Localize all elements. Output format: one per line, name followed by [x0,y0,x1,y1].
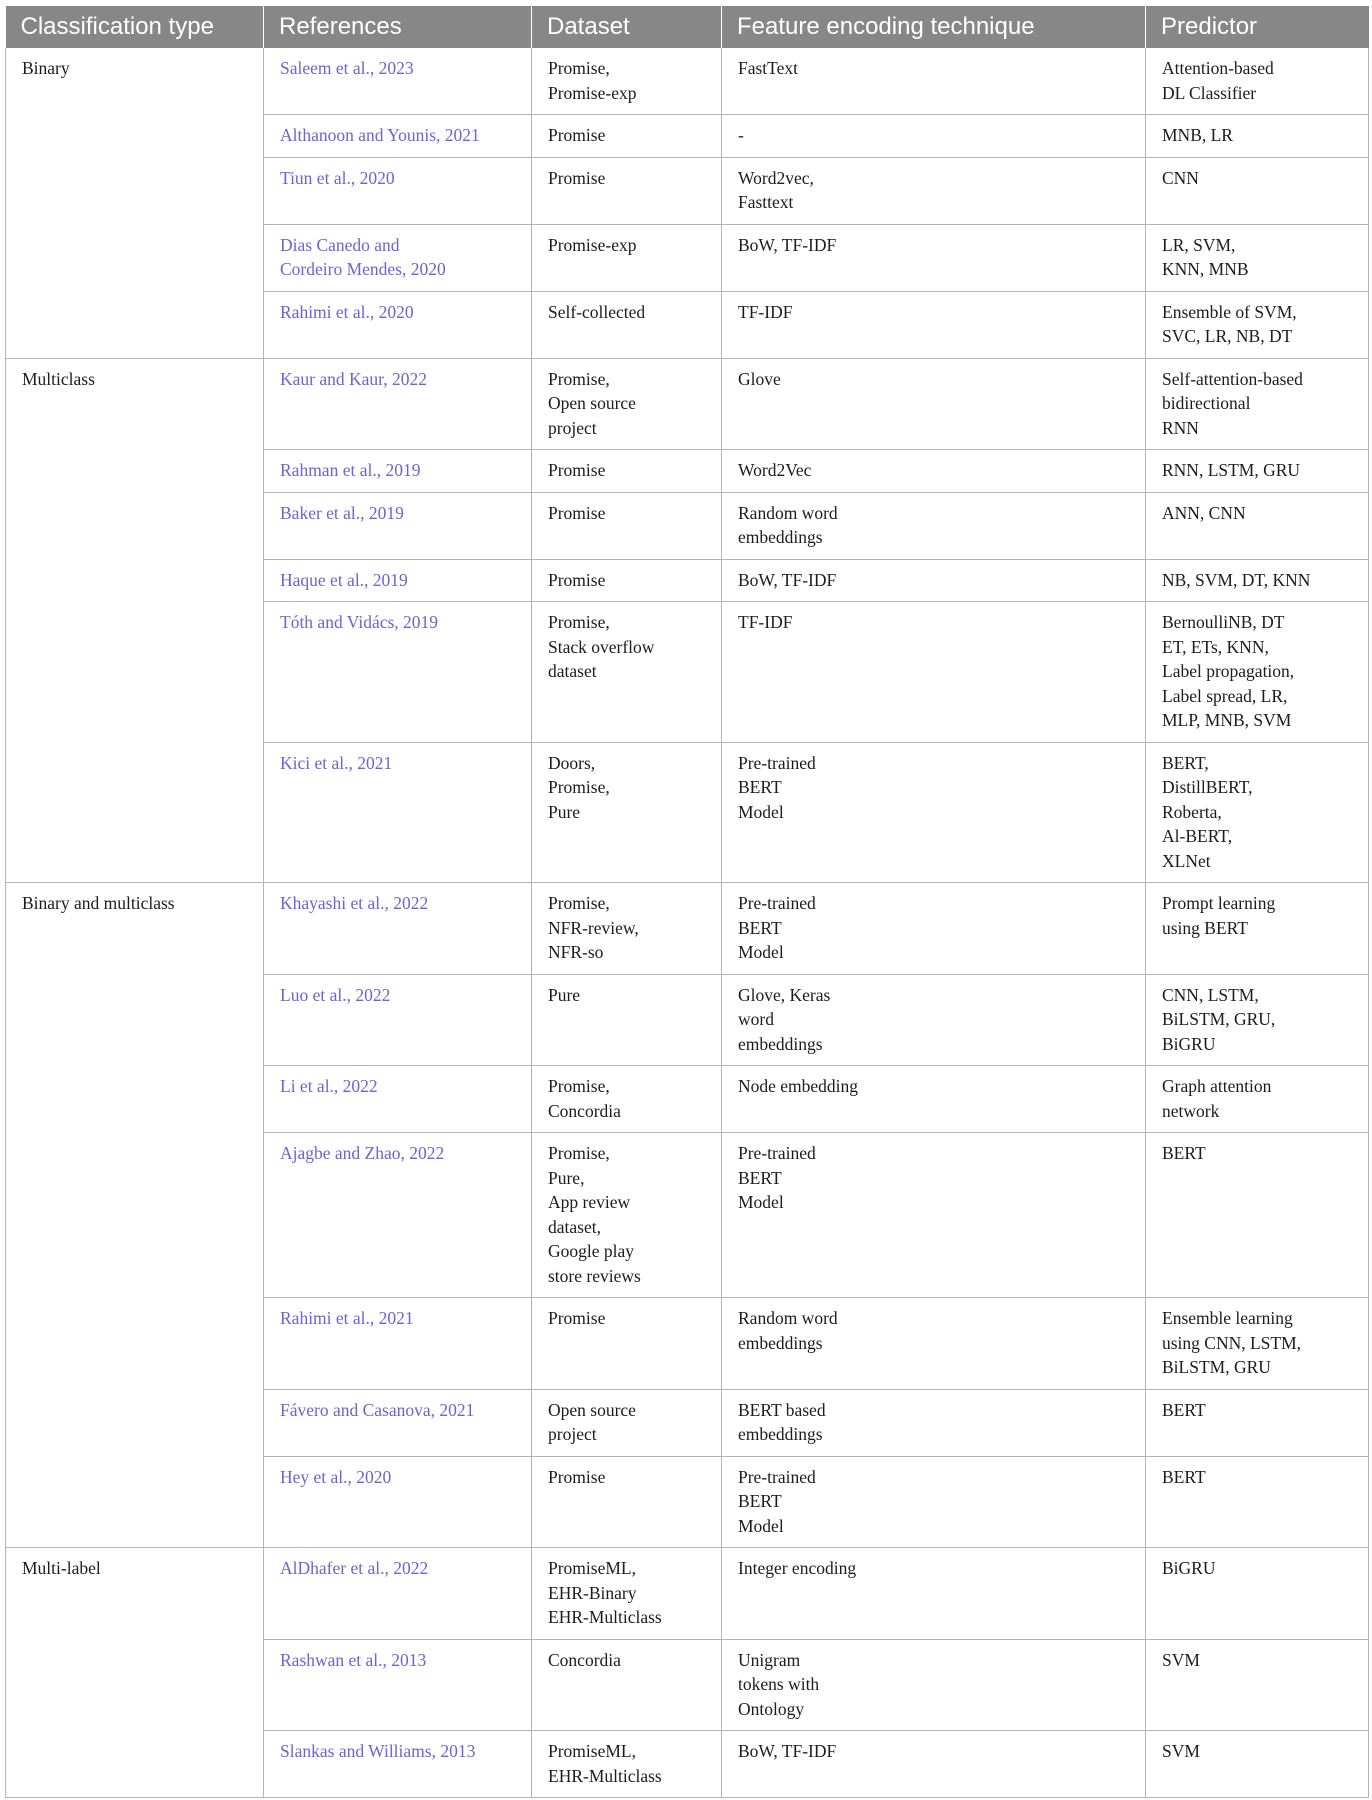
predictor-cell: CNN, LSTM, BiLSTM, GRU, BiGRU [1146,974,1369,1066]
table-row [6,48,1369,115]
dataset-cell: Promise [532,559,722,602]
dataset-cell: PromiseML, EHR-Binary EHR-Multiclass [532,1548,722,1640]
dataset-cell: Promise [532,1456,722,1548]
table-row [6,1548,1369,1640]
table-row [6,358,1369,450]
feature-encoding-cell: TF-IDF [722,602,1146,743]
dataset-cell: Promise, Pure, App review dataset, Google play store reviews [532,1133,722,1298]
predictor-cell: Ensemble learning using CNN, LSTM, BiLSTM, GRU [1146,1298,1369,1390]
dataset-cell: Concordia [532,1639,722,1731]
reference-link[interactable]: Luo et al., 2022 [264,974,532,1066]
reference-link[interactable]: Dias Canedo and Cordeiro Mendes, 2020 [264,224,532,291]
classification-type-cell: Multi-label [6,1548,264,1798]
feature-encoding-cell: BERT based embeddings [722,1389,1146,1456]
classification-type-cell: Binary [6,48,264,358]
feature-encoding-cell: Integer encoding [722,1548,1146,1640]
dataset-cell: Promise-exp [532,224,722,291]
feature-encoding-cell: Pre-trained BERT Model [722,1133,1146,1298]
header-dataset: Dataset [532,6,722,48]
reference-link[interactable]: Tiun et al., 2020 [264,157,532,224]
dataset-cell: Promise, Promise-exp [532,48,722,115]
reference-link[interactable]: AlDhafer et al., 2022 [264,1548,532,1640]
reference-link[interactable]: Khayashi et al., 2022 [264,883,532,975]
reference-link[interactable]: Althanoon and Younis, 2021 [264,115,532,158]
feature-encoding-cell: Glove, Keras word embeddings [722,974,1146,1066]
reference-link[interactable]: Li et al., 2022 [264,1066,532,1133]
feature-encoding-cell: Word2Vec [722,450,1146,493]
feature-encoding-cell: FastText [722,48,1146,115]
reference-link[interactable]: Slankas and Williams, 2013 [264,1731,532,1798]
references-table [5,6,1369,1798]
dataset-cell: Promise, Stack overflow dataset [532,602,722,743]
header-feature-encoding-technique: Feature encoding technique [722,6,1146,48]
reference-link[interactable]: Rahman et al., 2019 [264,450,532,493]
reference-link[interactable]: Ajagbe and Zhao, 2022 [264,1133,532,1298]
reference-link[interactable]: Baker et al., 2019 [264,492,532,559]
table-body [6,48,1369,1798]
reference-link[interactable]: Kici et al., 2021 [264,742,532,883]
predictor-cell: Ensemble of SVM, SVC, LR, NB, DT [1146,291,1369,358]
reference-link[interactable]: Tóth and Vidács, 2019 [264,602,532,743]
reference-link[interactable]: Saleem et al., 2023 [264,48,532,115]
feature-encoding-cell: TF-IDF [722,291,1146,358]
header-predictor: Predictor [1146,6,1369,48]
dataset-cell: Promise [532,1298,722,1390]
predictor-cell: SVM [1146,1731,1369,1798]
reference-link[interactable]: Kaur and Kaur, 2022 [264,358,532,450]
dataset-cell: Pure [532,974,722,1066]
feature-encoding-cell: Pre-trained BERT Model [722,883,1146,975]
reference-link[interactable]: Haque et al., 2019 [264,559,532,602]
dataset-cell: Promise [532,157,722,224]
dataset-cell: PromiseML, EHR-Multiclass [532,1731,722,1798]
feature-encoding-cell: Glove [722,358,1146,450]
feature-encoding-cell: Pre-trained BERT Model [722,1456,1146,1548]
feature-encoding-cell: BoW, TF-IDF [722,559,1146,602]
predictor-cell: ANN, CNN [1146,492,1369,559]
dataset-cell: Promise [532,450,722,493]
predictor-cell: BernoulliNB, DT ET, ETs, KNN, Label propagation, Label spread, LR, MLP, MNB, SVM [1146,602,1369,743]
reference-link[interactable]: Rahimi et al., 2020 [264,291,532,358]
predictor-cell: BiGRU [1146,1548,1369,1640]
predictor-cell: CNN [1146,157,1369,224]
dataset-cell: Doors, Promise, Pure [532,742,722,883]
predictor-cell: RNN, LSTM, GRU [1146,450,1369,493]
feature-encoding-cell: BoW, TF-IDF [722,1731,1146,1798]
predictor-cell: NB, SVM, DT, KNN [1146,559,1369,602]
dataset-cell: Promise, Open source project [532,358,722,450]
reference-link[interactable]: Rashwan et al., 2013 [264,1639,532,1731]
dataset-cell: Promise [532,115,722,158]
classification-type-cell: Multiclass [6,358,264,883]
feature-encoding-cell: Node embedding [722,1066,1146,1133]
predictor-cell: BERT, DistillBERT, Roberta, Al-BERT, XLNet [1146,742,1369,883]
header-references: References [264,6,532,48]
predictor-cell: Self-attention-based bidirectional RNN [1146,358,1369,450]
header-classification-type: Classification type [6,6,264,48]
feature-encoding-cell: - [722,115,1146,158]
feature-encoding-cell: BoW, TF-IDF [722,224,1146,291]
dataset-cell: Promise, Concordia [532,1066,722,1133]
predictor-cell: LR, SVM, KNN, MNB [1146,224,1369,291]
feature-encoding-cell: Random word embeddings [722,492,1146,559]
classification-type-cell: Binary and multiclass [6,883,264,1548]
predictor-cell: BERT [1146,1389,1369,1456]
predictor-cell: SVM [1146,1639,1369,1731]
predictor-cell: BERT [1146,1456,1369,1548]
feature-encoding-cell: Random word embeddings [722,1298,1146,1390]
predictor-cell: Prompt learning using BERT [1146,883,1369,975]
feature-encoding-cell: Unigram tokens with Ontology [722,1639,1146,1731]
feature-encoding-cell: Word2vec, Fasttext [722,157,1146,224]
dataset-cell: Open source project [532,1389,722,1456]
dataset-cell: Promise, NFR-review, NFR-so [532,883,722,975]
dataset-cell: Self-collected [532,291,722,358]
reference-link[interactable]: Fávero and Casanova, 2021 [264,1389,532,1456]
table-header-row [6,6,1369,48]
predictor-cell: Graph attention network [1146,1066,1369,1133]
feature-encoding-cell: Pre-trained BERT Model [722,742,1146,883]
dataset-cell: Promise [532,492,722,559]
table-row [6,883,1369,975]
reference-link[interactable]: Rahimi et al., 2021 [264,1298,532,1390]
predictor-cell: Attention-based DL Classifier [1146,48,1369,115]
reference-link[interactable]: Hey et al., 2020 [264,1456,532,1548]
predictor-cell: BERT [1146,1133,1369,1298]
predictor-cell: MNB, LR [1146,115,1369,158]
